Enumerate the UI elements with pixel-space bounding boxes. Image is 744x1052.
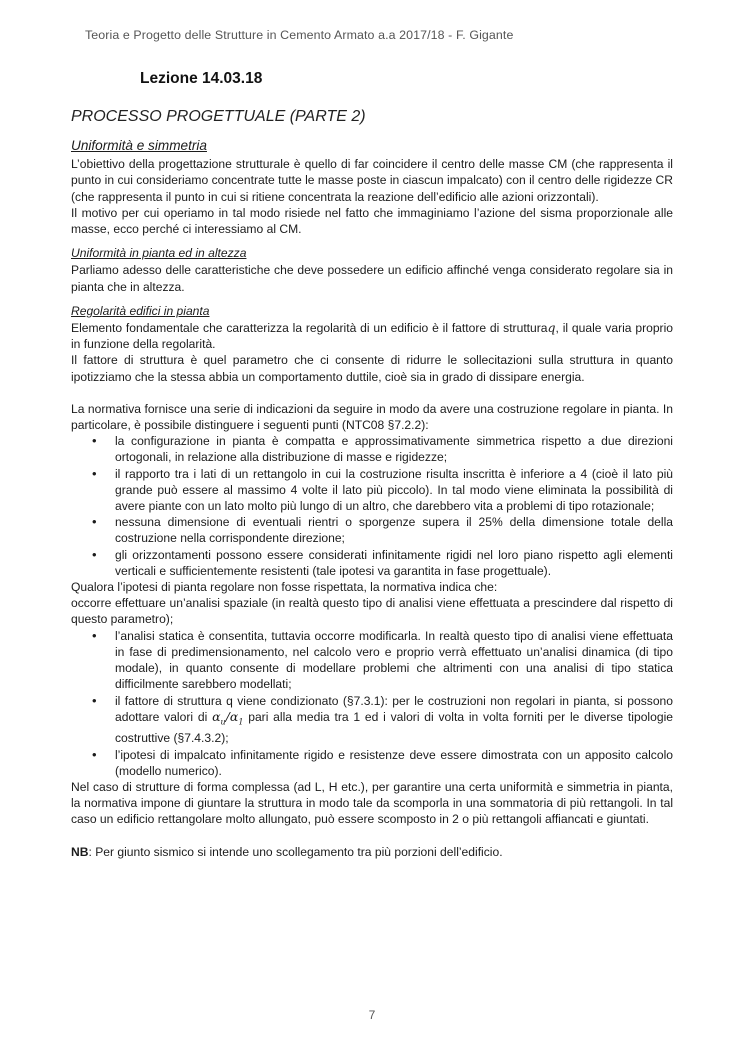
- math-subscript: u: [220, 717, 226, 727]
- list-item: [71, 693, 673, 747]
- paragraph-gap: [71, 385, 673, 401]
- math-formula: [212, 708, 244, 727]
- paragraph: L’obiettivo della progettazione strutturale è quello di far coincidere il centro delle masse CM (che rappresenta il punto in cui consideriamo concentrate tutte le masse poste in ciascun impalcato) con il centro delle rigidezze CR (che rappresenta il punto in cui si ritiene concentrata la reazione dell’edificio alle azioni orizzontali).: [71, 157, 673, 204]
- text-fragment: pari alla media tra 1 ed i valori di volta in volta forniti per le diverse tipologie costruttive (§7.4.3.2);: [115, 709, 673, 746]
- paragraph: [71, 320, 673, 352]
- bullet-list-irregular: [71, 628, 673, 779]
- math-alpha: α: [212, 708, 221, 724]
- subheading-pianta-altezza: Uniformità in pianta ed in altezza: [71, 246, 247, 261]
- nb-label: NB: [71, 844, 89, 859]
- list-item: • il rapporto tra i lati di un rettangolo in cui la costruzione risulta inscritta è inferiore a 4 (cioè il lato più grande può essere al massimo 4 volte il lato più piccolo). In tal modo viene eliminata la possibilità di avere piante con un lato molto più lungo di un altro, che darebbero vita a problemi di tipo rotazionale;: [71, 466, 673, 515]
- list-item: • gli orizzontamenti possono essere considerati infinitamente rigidi nel loro piano rispetto agli elementi verticali e sufficientemente resistenti (tale ipotesi va garantita in fase progettuale).: [71, 547, 673, 579]
- nb-note: [71, 844, 673, 860]
- section-title: PROCESSO PROGETTUALE (PARTE 2): [71, 108, 366, 125]
- paragraph: Parliamo adesso delle caratteristiche che deve possedere un edificio affinché venga considerato regolare sia in pianta che in altezza.: [71, 263, 673, 294]
- running-header: Teoria e Progetto delle Strutture in Cemento Armato a.a 2017/18 - F. Gigante: [85, 28, 514, 42]
- text-fragment: il fattore di struttura q viene condizionato (§7.3.1): per le costruzioni non regolari in pianta, si possono adottare valori di: [115, 693, 673, 724]
- paragraph: La normativa fornisce una serie di indicazioni da seguire in modo da avere una costruzione regolare in pianta. In particolare, è possibile distinguere i seguenti punti (NTC08 §7.2.2):: [71, 401, 673, 433]
- paragraph: Qualora l’ipotesi di pianta regolare non fosse rispettata, la normativa indica che:: [71, 580, 498, 595]
- list-item: • nessuna dimensione di eventuali rientri o sporgenze supera il 25% della dimensione totale della costruzione nella corrispondente direzione;: [71, 514, 673, 546]
- text-fragment: , il quale varia proprio in funzione della regolarità.: [71, 321, 673, 352]
- bullet-list-regularity: [71, 433, 673, 579]
- list-item: • l’analisi statica è consentita, tuttavia occorre modificarla. In realtà questo tipo di analisi viene effettuata in fase di predimensionamento, nel calcolo vero e proprio verrà effettuato un’analisi dinamica (di tipo modale), in quanto consente di modellare problemi che altrimenti con una analisi di tipo statica difficilmente sarebbero modellati;: [71, 628, 673, 693]
- paragraph-gap: [71, 828, 673, 844]
- math-symbol-q: q: [547, 320, 556, 336]
- body-content: [71, 138, 673, 860]
- nb-text: : Per giunto sismico si intende uno scollegamento tra più porzioni dell’edificio.: [88, 844, 503, 859]
- paragraph: Nel caso di strutture di forma complessa (ad L, H etc.), per garantire una certa uniformità e simmetria in pianta, la normativa impone di giuntare la struttura in modo tale da scomporla in una sommatoria di più rettangoli. In tal caso un edificio rettangolare molto allungato, può essere scomposto in 2 o più rettangoli affiancati e giuntati.: [71, 780, 673, 827]
- list-item: • l’ipotesi di impalcato infinitamente rigido e resistenze deve essere dimostrata con un apposito calcolo (modello numerico).: [71, 747, 673, 779]
- lesson-title: Lezione 14.03.18: [140, 70, 263, 87]
- paragraph: occorre effettuare un’analisi spaziale (in realtà questo tipo di analisi viene effettuata a prescindere dal rispetto di questo parametro);: [71, 596, 673, 627]
- subheading-regolarita: Regolarità edifici in pianta: [71, 303, 210, 318]
- paragraph: Il fattore di struttura è quel parametro che ci consente di ridurre le sollecitazioni sulla struttura in quanto ipotizziamo che la stessa abbia un comportamento duttile, cioè sia in grado di dissipare energia.: [71, 353, 673, 384]
- list-item: • la configurazione in pianta è compatta e approssimativamente simmetrica rispetto a due direzioni ortogonali, in relazione alla distribuzione di masse e rigidezze;: [71, 433, 673, 465]
- subheading-uniformita: Uniformità e simmetria: [71, 138, 207, 153]
- page-number: 7: [368, 1008, 376, 1022]
- text-fragment: Elemento fondamentale che caratterizza la regolarità di un edificio è il fattore di struttura: [71, 321, 548, 336]
- math-subscript: 1: [238, 717, 244, 727]
- math-alpha: α: [229, 708, 239, 724]
- math-slash: /: [225, 708, 230, 724]
- paragraph: Il motivo per cui operiamo in tal modo risiede nel fatto che immaginiamo l’azione del sisma proporzionale alle masse, ecco perché ci interessiamo al CM.: [71, 205, 673, 237]
